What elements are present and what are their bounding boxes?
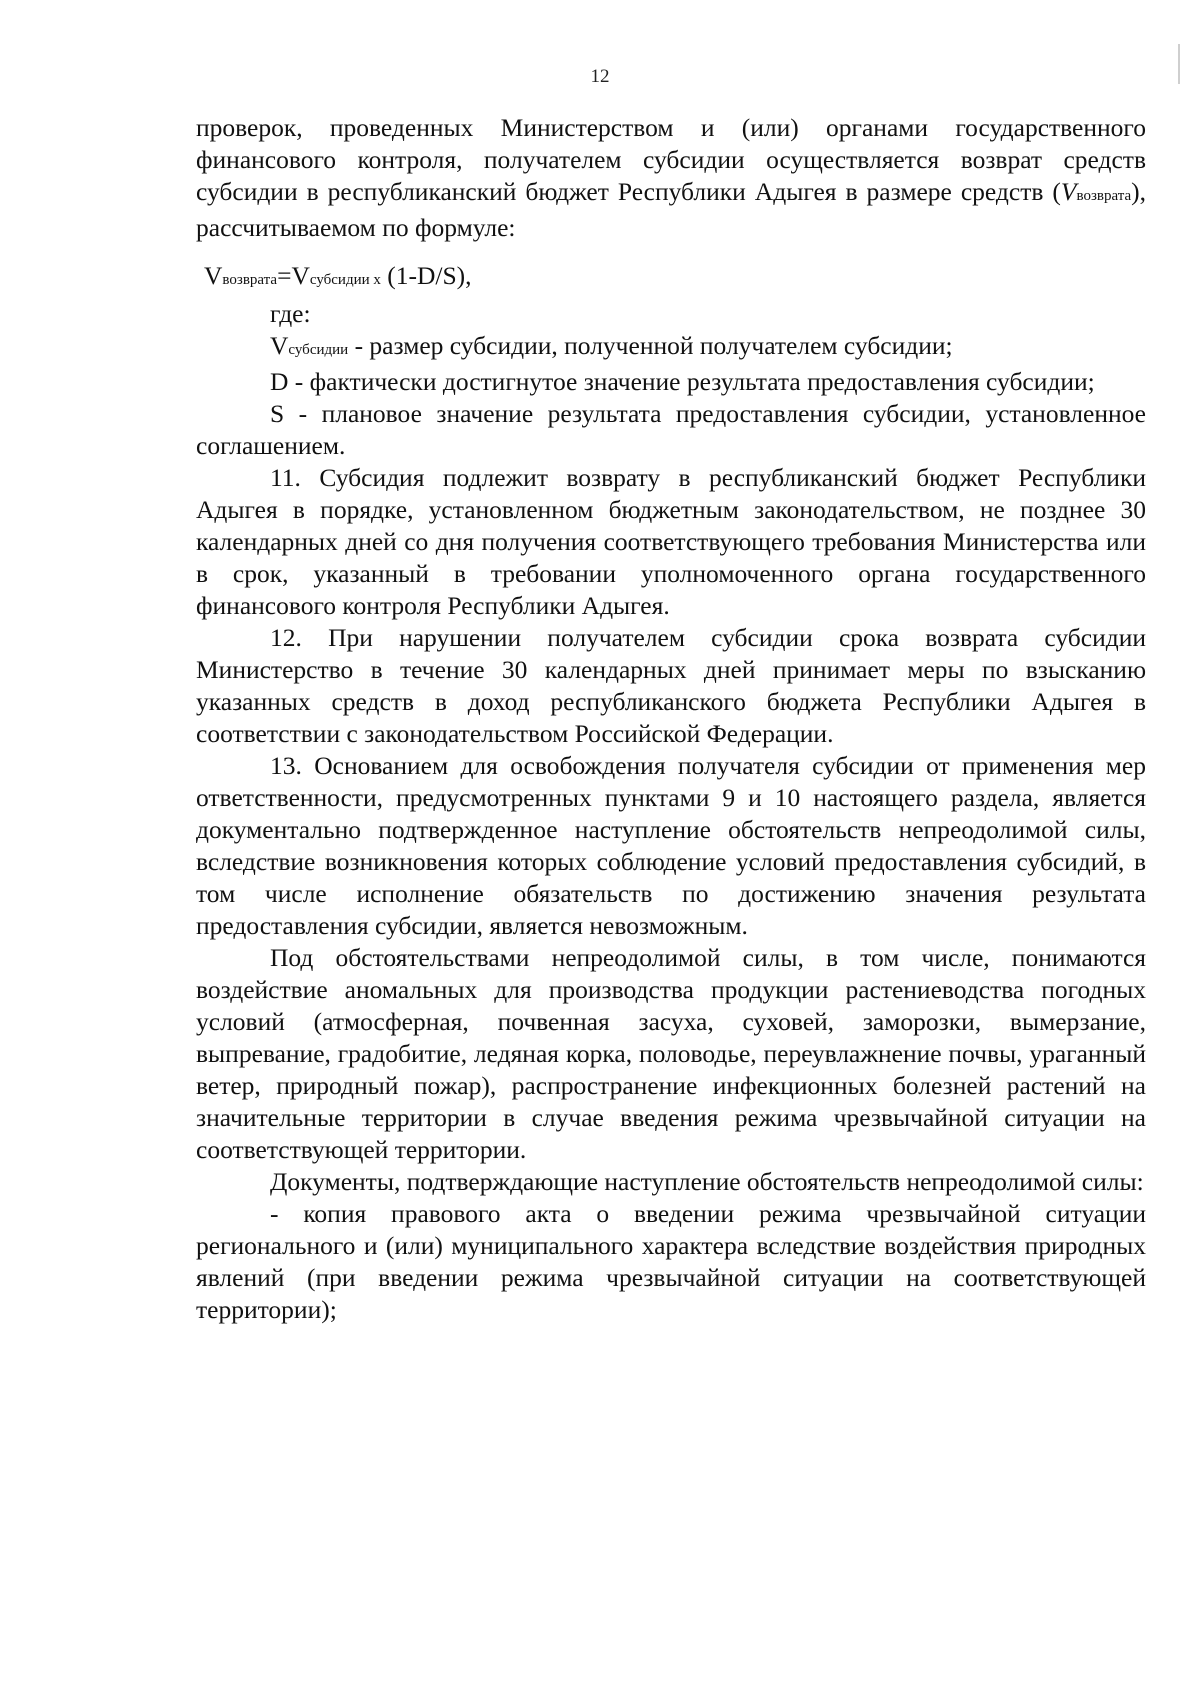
document-body (196, 112, 1146, 1326)
where-label: где: (270, 299, 311, 328)
def-v-subscript: субсидии (288, 342, 349, 358)
formula-sub2: субсидии х (309, 272, 381, 288)
v-symbol: V (1060, 177, 1077, 206)
formula-rest: (1-D/S), (380, 261, 472, 290)
def-v-symbol: V (270, 331, 289, 360)
definition-d: D - фактически достигнутое значение результата предоставления субсидии; (270, 367, 1095, 396)
formula-sub1: возврата (222, 272, 278, 288)
copy-list-item: - копия правового акта о введении режима чрезвычайной ситуации регионального и (или) муниципального характера вследствие воздействия природных явлений (при введении режима чрезвычайной ситуации на соответствующей территории); (196, 1199, 1146, 1324)
clause-13: 13. Основанием для освобождения получателя субсидии от применения мер ответственности, предусмотренных пунктами 9 и 10 настоящего раздела, является документально подтвержденное наступление обстоятельств непреодолимой силы, вследствие возникновения которых соблюдение условий предоставления субсидий, в том числе исполнение обязательств по достижению значения результата предоставления субсидии, является невозможным. (196, 751, 1146, 940)
definition-v (196, 330, 1146, 366)
formula-eq: =V (277, 261, 310, 290)
definition-s: S - плановое значение результата предоставления субсидии, установленное соглашением. (196, 399, 1146, 460)
intro-text-before: проверок, проведенных Министерством и (или) органами государственного финансового контроля, получателем субсидии осуществляется возврат средств субсидии в республиканский бюджет Республики Адыгея в размере средств ( (196, 113, 1146, 206)
clause-11: 11. Субсидия подлежит возврату в республиканский бюджет Республики Адыгея в порядке, установленном бюджетным законодательством, не позднее 30 календарных дней со дня получения соответствующего требования Министерства или в срок, указанный в требовании уполномоченного органа государственного финансового контроля Республики Адыгея. (196, 463, 1146, 620)
intro-text-after: ), рассчитываемом по формуле: (196, 177, 1146, 242)
page-number: 12 (590, 66, 610, 87)
formula-v1: V (204, 261, 223, 290)
clause-12: 12. При нарушении получателем субсидии срока возврата субсидии Министерство в течение 30 календарных дней принимает меры по взысканию указанных средств в доход республиканского бюджета Республики Адыгея в соответствии с законодательством Российской Федерации. (196, 623, 1146, 748)
force-majeure-paragraph: Под обстоятельствами непреодолимой силы, в том числе, понимаются воздействие аномальных для производства продукции растениеводства погодных условий (атмосферная, почвенная засуха, суховей, заморозки, вымерзание, выпревание, градобитие, ледяная корка, половодье, переувлажнение почвы, ураганный ветер, природный пожар), распространение инфекционных болезней растений на значительные территории в случае введения режима чрезвычайной ситуации на соответствующей территории. (196, 943, 1146, 1164)
documents-paragraph: Документы, подтверждающие наступление обстоятельств непреодолимой силы: (270, 1167, 1144, 1196)
intro-paragraph (196, 112, 1146, 244)
v-subscript: возврата (1076, 188, 1132, 204)
formula (196, 260, 1146, 296)
def-v-text: - размер субсидии, полученной получателем субсидии; (348, 331, 953, 360)
